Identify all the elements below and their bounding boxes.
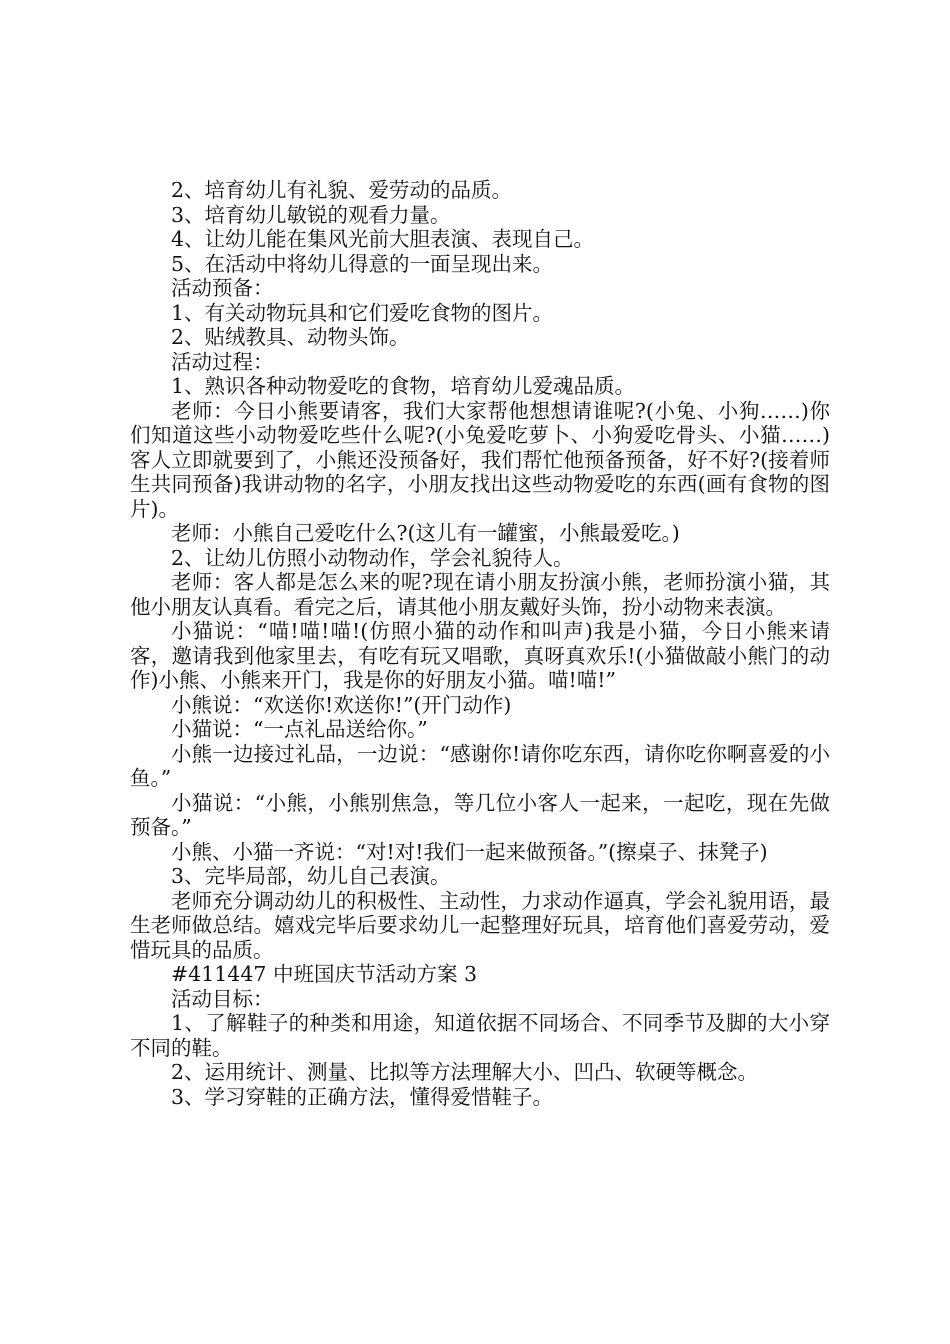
paragraph: 老师：客人都是怎么来的呢?现在请小朋友扮演小熊，老师扮演小猫，其他小朋友认真看。看完之后，请其他小朋友戴好头饰，扮小动物来表演。 [130, 570, 830, 619]
paragraph: 2、运用统计、测量、比拟等方法理解大小、凹凸、软硬等概念。 [171, 1060, 759, 1084]
paragraph: 4、让幼儿能在集风光前大胆表演、表现自己。 [171, 227, 595, 251]
paragraph: 老师：小熊自己爱吃什么?(这儿有一罐蜜，小熊最爱吃。) [171, 521, 680, 545]
paragraph: 1、熟识各种动物爱吃的食物，培育幼儿爱魂品质。 [171, 374, 636, 398]
paragraph: 2、贴绒教具、动物头饰。 [171, 325, 410, 349]
paragraph: 5、在活动中将幼儿得意的一面呈现出来。 [171, 251, 554, 276]
paragraph: 3、完毕局部，幼儿自己表演。 [171, 864, 451, 888]
paragraph: 1、了解鞋子的种类和用途，知道依据不同场合、不同季节及脚的大小穿不同的鞋。 [130, 1011, 830, 1060]
paragraph: 小猫说：“小熊，小熊别焦急，等几位小客人一起来，一起吃，现在先做预备。” [130, 790, 830, 839]
paragraph: 3、培育幼儿敏锐的观看力量。 [171, 202, 451, 227]
paragraph: 小熊一边接过礼品，一边说：“感谢你!请你吃东西，请你吃你啊喜爱的小鱼。” [130, 741, 830, 790]
paragraph: 小熊、小猫一齐说：“对!对!我们一起来做预备。”(擦桌子、抹凳子) [171, 839, 768, 864]
section-heading: 活动预备： [171, 276, 274, 300]
paragraph: 1、有关动物玩具和它们爱吃食物的图片。 [171, 300, 554, 325]
paragraph: 老师充分调动幼儿的积极性、主动性，力求动作逼真，学会礼貌用语，最生老师做总结。嬉戏完毕后要求幼儿一起整理好玩具，培育他们喜爱劳动，爱惜玩具的品质。 [130, 888, 830, 962]
section-heading: 活动目标： [171, 986, 274, 1011]
paragraph: 2、让幼儿仿照小动物动作，学会礼貌待人。 [171, 545, 574, 570]
paragraph: 小猫说：“喵!喵!喵!(仿照小猫的动作和叫声)我是小猫，今日小熊来请客，邀请我到他家里去，有吃有玩又唱歌，真呀真欢乐!(小猫做敲小熊门的动作)小熊、小熊来开门，我是你的好朋友小猫。喵!喵!” [130, 619, 830, 692]
paragraph: 3、学习穿鞋的正确方法，懂得爱惜鞋子。 [171, 1084, 554, 1109]
paragraph: 老师：今日小熊要请客，我们大家帮他想想请谁呢?(小兔、小狗……)你们知道这些小动物爱吃些什么呢?(小兔爱吃萝卜、小狗爱吃骨头、小猫……)客人立即就要到了，小熊还没预备好，我们帮忙他预备预备，好不好?(接着师生共同预备)我讲动物的名字，小朋友找出这些动物爱吃的东西(画有食物的图片)。 [130, 398, 830, 521]
paragraph: 小熊说：“欢送你!欢送你!”(开门动作) [171, 692, 512, 717]
section-heading: 活动过程： [171, 349, 274, 374]
paragraph: 小猫说：“一点礼品送给你。” [171, 717, 428, 741]
document-body [130, 178, 830, 1109]
paragraph: 2、培育幼儿有礼貌、爱劳动的品质。 [171, 178, 513, 202]
section-title: #411447 中班国庆节活动方案 3 [171, 962, 478, 986]
